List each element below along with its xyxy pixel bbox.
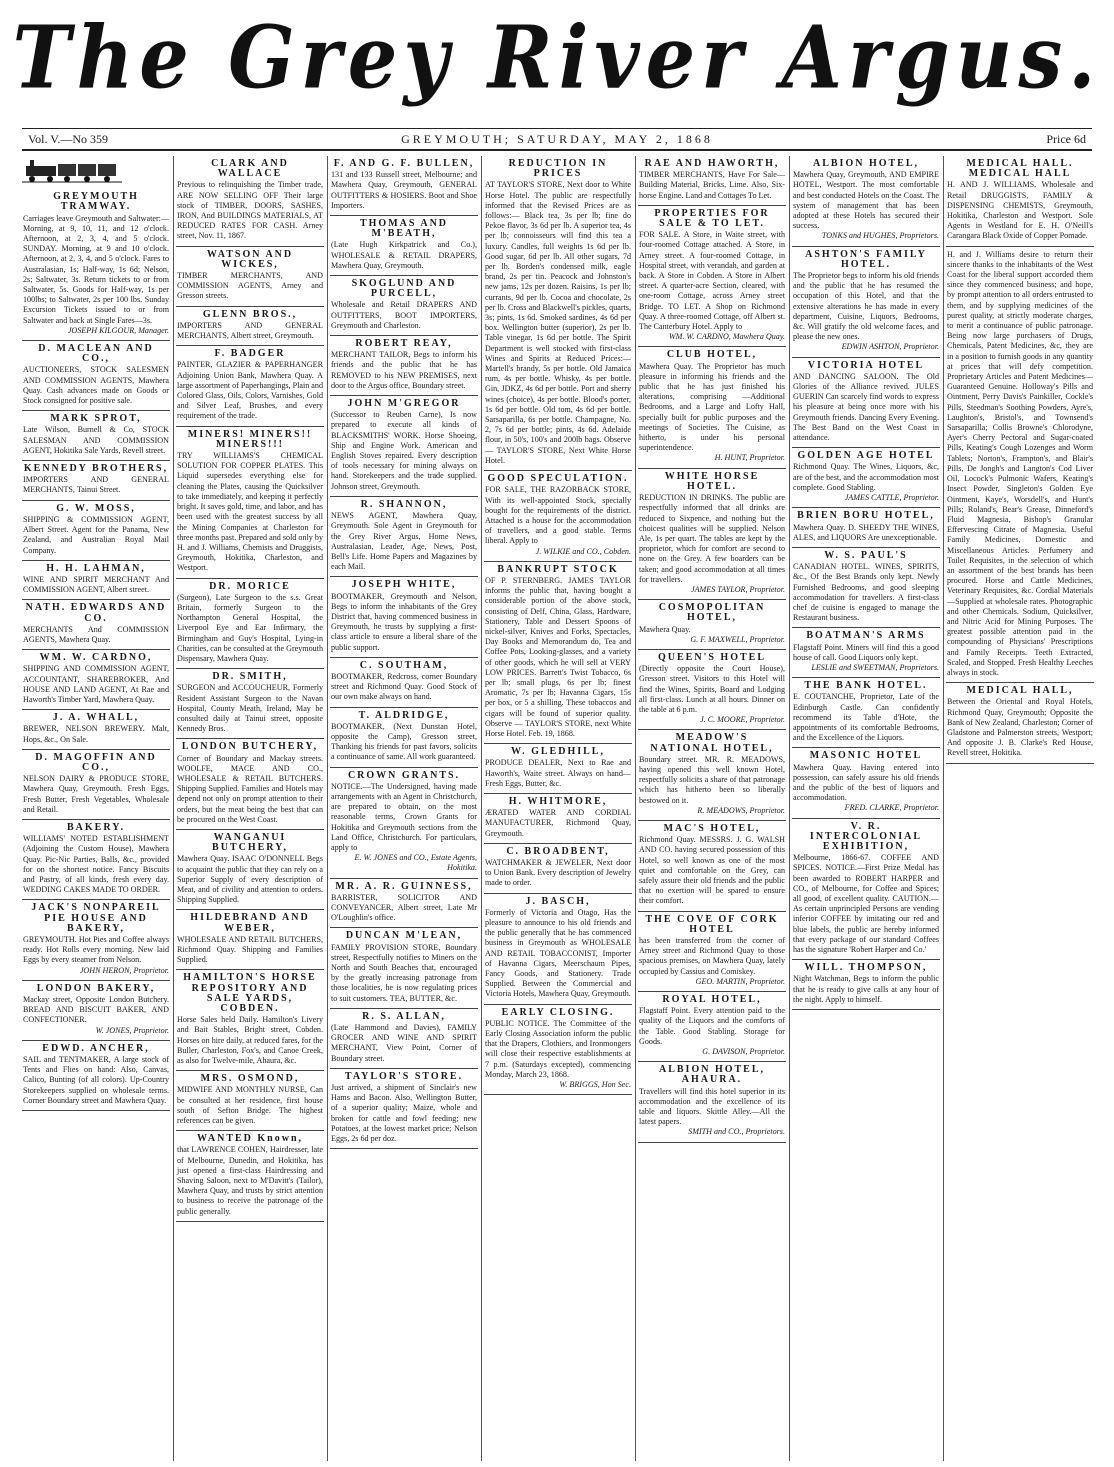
issue-date: GREYMOUTH; SATURDAY, MAY 2, 1868 — [401, 132, 713, 146]
advertisement — [946, 156, 1094, 247]
advertisement-heading: HAMILTON'S HORSE REPOSITORY AND SALE YARDS, COBDEN. — [183, 972, 317, 1015]
advertisement-heading: NATH. EDWARDS AND CO. — [25, 602, 167, 624]
advertisement-signature: JAMES CATTLE, Proprietor. — [844, 493, 939, 503]
advertisement — [638, 992, 786, 1062]
advertisement-body: WATCHMAKER & JEWELER, Next door to Union Bank. Every description of Jewelry made to order. — [485, 858, 631, 888]
advertisement-heading: G. W. MOSS, — [56, 502, 136, 514]
advertisement-body: 131 and 133 Russell street, Melbourne; and Mawhera Quay, Greymouth, GENERAL OUTFITTERS & HOSIERS. Boot and Shoe Importers. — [331, 170, 477, 210]
advertisement-heading: EDWD. ANCHER, — [42, 1042, 150, 1054]
advertisement-heading: CLUB HOTEL, — [666, 349, 758, 361]
advertisement-body: NEWS AGENT, Mawhera Quay, Greymouth. Sole Agent in Greymouth for the Grey River Argus, Home News, Australasian, Leader, Age, News, Post, Bell's Life. Home Papers and Magazines by each Mail. — [331, 511, 477, 572]
advertisement — [792, 628, 940, 678]
advertisement-body: Travellers will find this hotel superior in its accommodation and the excellence of its table and liquors. Skittle Alley.—All the latest papers. — [639, 1086, 785, 1127]
advertisement — [792, 448, 940, 508]
advertisement-heading: ALBION HOTEL, — [812, 158, 920, 169]
advertisement-signature: R. MEADOWS, Proprietor. — [697, 805, 785, 815]
advertisement-body: (Late Hammond and Davies), FAMILY GROCER AND WINE AND SPIRIT MERCHANT, View Point, Corner of Boundary street. — [331, 1023, 477, 1063]
column-6 — [792, 156, 940, 1461]
advertisement — [330, 928, 478, 1008]
advertisement-body: FOR SALE. A Store, in Waite street, with four-roomed Cottage attached. A Store, in Arney street. A four-roomed Cottage, in Hospital street, with verandah, and garden at back. A Store in Cobden. A Store in Albert street. A quarter-acre Section, cleared, with one-room Cottage, across Arney street Bridge. TO LET. A Shop on Richmond Quay. A three-roomed Cottage, off Albert st. The Canterbury Hotel. Apply to — [639, 230, 785, 332]
advertisement — [792, 156, 940, 247]
advertisement-body: Mawhera Quay. The Proprietor has much pleasure in informing his friends and the public that he has just finished his alterations, comprising —Additional Bedrooms, and a Large and Lofty Hall, specially built for public purposes and the meetings of Societies. The Cuisine, as hitherto, is under his personal superintendence. — [639, 361, 785, 453]
advertisement-heading: W. S. PAUL'S — [824, 549, 908, 561]
advertisement-heading: JOSEPH WHITE, — [351, 579, 457, 591]
advertisement-heading: HILDEBRAND AND WEBER, — [190, 912, 310, 934]
advertisement-heading: MEDICAL HALL, — [966, 685, 1074, 697]
advertisement-body: AT TAYLOR'S STORE, Next door to White Horse Hotel. The public are respectfully informed that the Revised Prices are as follows:— Black tea, 3s per lb; fine do Pekoe flavor, 3s 6d per lb. A superior tea, 4s per lb; connoisseurs will find this tea a luxury. Candles, full weights 1s 6d per lb. Good sugar, 6d per lb. All other sugars, 7d per lb. Borden's condensed milk, eagle brand, 2s per tin. Peacock and Johnston's new jams, 12s per dozen. Raisins, 1s per lb; currants, 9d per lb. Cocoa and chocolate, 2s per lb. Cross and Blackwell's pickles, quarts, 3s; pints, 1s 6d. Smoked sardines, 4s 6d per box. Wellington butter (superior), 2s per lb. Table vinegar, 1s 6d per bottle. The Spirit Department is well stocked with first-class Wines and Spirits at Reduced Prices:— Martell's brandy, 5s per bottle. Old Jamaica rum, 4s per bottle. Whisky, 4s per bottle. Gin, JDKZ, 4s 6d per bottle. Port and sherry wines (choice), 4s per bottle. Blood's porter, 1s 6d per bottle. Old tom, 4s 6d per bottle. Sarsaparilla, 6s per bottle. Champagne, No. 2, 7s 6d per bottle; pints, 4s 6d. Adelaide flour, in 50's, 100's and 200lb bags. Observe— TAYLOR'S STORE, Next White Horse Hotel. — [485, 180, 631, 465]
advertisement-body: BOOTMAKER, Greymouth and Nelson, Begs to inform the inhabitants of the Grey District that, having commenced business in Greymouth, he trusts by supplying a first-class article to ensure a liberal share of the public support. — [331, 591, 477, 652]
advertisement — [484, 894, 632, 1005]
advertisement — [946, 247, 1094, 684]
advertisement-signature: G. DAVISON, Proprietor. — [702, 1047, 785, 1057]
advertisement-body: Carriages leave Greymouth and Saltwater:— Morning, at 9, 10, 11, and 12 o'clock. Afternoon, at 2, 3, 4, and 5 o'clock. SUNDAY. Morning, at 9 and 10 o'clock. Afternoon, at 2, 3, 4, and 5 o'clock. Fares to Australasian, 1s; Half-way, 1s 6d; Nelson, 2s; Saltwater, 3s. Return tickets to or from Saltwater, 5s. Goods for Half-way, 1s per 100lbs; to Saltwater, 2s per 100 lbs. Sunday Excursion Tickets issued to or from Saltwater and back at Single Fares—3s. — [23, 213, 169, 325]
advertisement-body: Richmond Quay. The Wines, Liquors, &c, are of the best, and the accommodation most complete. Good Stabling. — [793, 462, 939, 492]
advertisement — [792, 247, 940, 358]
column-rule — [327, 156, 328, 1461]
advertisement-heading: R. S. ALLAN, — [362, 1010, 446, 1022]
advertisement-signature: WM. W. CARDNO, Mawhera Quay. — [668, 332, 785, 342]
advertisement — [330, 216, 478, 276]
column-2 — [176, 156, 324, 1461]
advertisement-signature: JOHN HERON, Proprietor. — [79, 965, 169, 975]
advertisement-body: Wholesale and Retail DRAPERS AND OUTFITTERS, BOOT IMPORTERS, Greymouth and Charleston. — [331, 300, 477, 330]
masthead — [0, 0, 1114, 118]
advertisement-heading: MRS. OSMOND, — [200, 1073, 300, 1085]
advertisement-body: (Directly opposite the Court House), Gresson street. Visitors to this Hotel will find the Wines, Spirits, Board and Lodging all first-class. Lunch at all hours. Dinner on the table at 6 p.m. — [639, 664, 785, 714]
column-rule — [173, 156, 174, 1461]
advertisement-heading: TAYLOR'S STORE. — [344, 1070, 464, 1082]
advertisement-body: Previous to relinquishing the Timber trade, ARE NOW SELLING OFF Their large stock of TIMBER, DOORS, SASHES, IRON, And BUILDINGS MATERIALS, AT REDUCED RATES FOR CASH. Arney street, Nov. 11, 1867. — [177, 180, 323, 241]
advertisement-columns — [22, 156, 1094, 1461]
advertisement — [484, 794, 632, 844]
advertisement-body: Mawhera Quay. ISAAC O'DONNELL Begs to acquaint the public that they can rely on a Superior Supply of every description of Meat, and of civility and attention to orders. Shipping Supplied. — [177, 854, 323, 905]
advertisement-body: GREYMOUTH. Hot Pies and Coffee always ready. Hot Rolls every morning. New laid Eggs by every steamer from Nelson. — [23, 935, 169, 965]
train-illustration — [22, 156, 170, 189]
advertisement-heading: SKOGLUND AND PURCELL, — [351, 278, 457, 300]
advertisement-heading: GLENN BROS., — [202, 308, 298, 320]
advertisement-signature: G. F. MAXWELL, Proprietor. — [690, 634, 785, 644]
advertisement — [792, 960, 940, 1010]
advertisement-heading: VICTORIA HOTEL — [807, 359, 925, 371]
advertisement-body: MERCHANTS And COMMISSION AGENTS, Mawhera Quay. — [23, 624, 169, 644]
advertisement-heading: MAC'S HOTEL, — [663, 822, 761, 834]
advertisement-body: Boundary street. MR. R. MEADOWS, having opened this well known Hotel, respectfully solicits a share of that patronage which has hitherto been so liberally bestowed on it. — [639, 754, 785, 805]
advertisement-heading: H. H. LAHMAN, — [46, 562, 146, 574]
advertisement — [22, 501, 170, 561]
advertisement-signature: W. BRIGGS, Hon Sec. — [559, 1080, 631, 1090]
advertisement — [484, 844, 632, 894]
column-rule — [943, 156, 944, 1461]
advertisement-heading: COSMOPOLITAN HOTEL, — [658, 602, 766, 624]
advertisement-heading: T. ALDRIDGE, — [358, 709, 450, 721]
advertisement-body: Melbourne, 1866-67. COFFEE AND SPICES. NOTICE.—First Prize Medal has been awarded to ROBERT HARPER and CO., of Melbourne, for Coffee and Spices; all good, of excellent quality. CAUTION.—As certain unprincipled Persons are vending inferior COFFEE by imitating our red and blue labels, the public are hereby informed that every package of our standard Coffees has the signature 'Robert Harper and Co.' — [793, 853, 939, 955]
advertisement-heading: RAE AND HAWORTH, — [644, 158, 780, 169]
advertisement — [176, 970, 324, 1071]
advertisement-body: Flagstaff Point. Every attention paid to the quality of the Liquors and the comforts of the Table. Good Stabling. Storage for Goods. — [639, 1006, 785, 1046]
advertisement-body: OF P. STERNBERG. JAMES TAYLOR informs the public that, having bought a considerable portion of the above stock, consisting of Delf, China, Glass, Hardware, Stationery, Table and Dessert Spoons of nickel-silver, Knives and Forks, Spectacles, Day Books and Memorandum do, Tea and Coffee Pots, Looking-glasses, and a variety of other goods, which he will sell at VERY LOW PRICES. Barrett's Twist Tobacco, 6s per lb; small plugs, 6s per lb; finest Aromatic, 7s per lb; Havanna Cigars, 15s per box, or 5 a shilling. These tobaccos and cigars will be found of superior quality. Observe — TAYLOR'S STORE, next White Horse Hotel. Feb. 19, 1868. — [485, 575, 631, 738]
volume-number: Vol. V.—No 359 — [28, 132, 109, 146]
advertisement — [176, 739, 324, 830]
column-rule — [789, 156, 790, 1461]
advertisement-heading: GOOD SPECULATION. — [487, 473, 629, 485]
dateline — [22, 128, 1092, 151]
column-5 — [638, 156, 786, 1461]
advertisement-heading: WILL. THOMPSON, — [804, 962, 928, 974]
advertisement — [638, 600, 786, 650]
advertisement — [176, 346, 324, 426]
advertisement-signature: W. JONES, Proprietor. — [95, 1025, 169, 1035]
advertisement — [330, 658, 478, 708]
advertisement-body: SHIPPING AND COMMISSION AGENT, ACCOUNTANT, SHAREBROKER, And HOUSE AND LAND AGENT, At Rae and Haworth's Timber Yard, Mawhera Quay. — [23, 664, 169, 704]
advertisement — [22, 650, 170, 710]
advertisement-body: Mawhera Quay. Having entered into possession, can safely assure his old friends and the public of the best of liquors and accommodation. — [793, 762, 939, 803]
advertisement — [638, 347, 786, 468]
advertisement-body: MERCHANT TAILOR, Begs to inform his friends and the public that he has REMOVED to his NEW PREMISES, next door to the Argus office, Boundary street. — [331, 350, 477, 390]
advertisement — [176, 830, 324, 910]
advertisement-heading: WATSON AND WICKES, — [206, 248, 294, 270]
advertisement — [22, 189, 170, 341]
advertisement-heading: H. WHITMORE, — [508, 795, 608, 807]
advertisement-body: Just arrived, a shipment of Sinclair's new Hams and Bacon. Also, Wellington Butter, of a superior quality; Maize, whole and broken for cattle and fowl feeding; new Potatoes, at the lowest market price; Nelson Eggs, 2s 6d per doz. — [331, 1083, 477, 1144]
advertisement-heading: MEDICAL HALL. MEDICAL HALL — [966, 158, 1074, 180]
advertisement-body: Night Watchman, Begs to inform the public that he is ready to give calls at any hour of the night. Apply to himself. — [793, 974, 939, 1004]
advertisement — [330, 336, 478, 396]
advertisement — [792, 819, 940, 961]
advertisement-heading: BANKRUPT STOCK — [497, 563, 619, 575]
advertisement-body: NELSON DAIRY & PRODUCE STORE, Mawhera Quay, Greymouth. Fresh Eggs, Fresh Butter, Fresh Vegetables, Wholesale and Retail. — [23, 774, 169, 814]
advertisement-signature: H. HUNT, Proprietor. — [714, 453, 785, 463]
advertisement-body: has been transferred from the corner of Arney street and Richmond Quay to those spacious premises, on Mawhera Quay, lately occupied by Cassius and Comiskey. — [639, 936, 785, 976]
advertisement-heading: QUEEN'S HOTEL — [658, 651, 766, 663]
advertisement — [22, 900, 170, 980]
advertisement-body: Mawhera Quay, Greymouth, AND EMPIRE HOTEL, Westport. The most comfortable and best conducted Hotels on the Coast. The system of management that has been adopted at these Hotels has secured their success. — [793, 170, 939, 231]
advertisement — [792, 678, 940, 748]
advertisement — [176, 669, 324, 739]
advertisement — [792, 508, 940, 548]
advertisement — [638, 821, 786, 912]
advertisement-body: FAMILY PROVISION STORE, Boundary street, Respectfully notifies to Miners on the North and South Beaches that, encouraged by the greatly increasing patronage from those localities, he is now regulating prices to suit customers. TEA, BUTTER, &c. — [331, 942, 477, 1003]
advertisement-body: E. COUTANCHE, Proprietor, Late of the Edinburgh Castle. Can confidently recommend its Table d'Hote, the appointments of its comfortable Bedrooms, and the Excellence of the Liquors. — [793, 692, 939, 743]
advertisement-body: that LAWRENCE COHEN, Hairdresser, late of Melbourne, Dunedin, and Hokitika, has just opened a first-class Hairdressing and Shaving Saloon, next to M'Davitt's (Tailor), Mawhera Quay, and trusts by strict attention to business to receive the patronage of the public generally. — [177, 1145, 323, 1216]
advertisement — [176, 1071, 324, 1131]
advertisement-heading: MARK SPROT, — [50, 413, 142, 425]
advertisement — [638, 912, 786, 992]
advertisement-signature: FRED. CLARKE, Proprietor. — [844, 803, 939, 813]
advertisement-heading: MINERS! MINERS!! MINERS!!! — [187, 428, 313, 450]
advertisement-heading: LONDON BUTCHERY, — [181, 741, 319, 753]
advertisement-signature: E. W. JONES and CO., Estate Agents, Hokitika. — [354, 853, 477, 873]
advertisement-heading: R. SHANNON, — [360, 498, 448, 510]
advertisement-body: (Late Hugh Kirkpatrick and Co.), WHOLESALE & RETAIL DRAPERS, Mawhera Quay, Greymouth. — [331, 240, 477, 270]
advertisement — [22, 600, 170, 650]
advertisement-heading: EARLY CLOSING. — [501, 1006, 615, 1018]
advertisement-body: WILLIAMS' NOTED ESTABLISHMENT (Adjoining the Custom House), Mawhera Quay. Pic-Nic Parties, Balls, &c., provided for on the shortest notice. Fancy Biscuits and Pastry, of all kinds, fresh every day. WEDDING CAKES MADE TO ORDER. — [23, 834, 169, 895]
advertisement-heading: C. SOUTHAM, — [359, 659, 449, 671]
advertisement — [484, 562, 632, 744]
advertisement — [946, 683, 1094, 763]
advertisement — [176, 579, 324, 670]
advertisement-body: WINE AND SPIRIT MERCHANT And COMMISSION AGENT, Albert street. — [23, 574, 169, 595]
advertisement — [330, 879, 478, 929]
advertisement-body: SAIL and TENTMAKER, A large stock of Tents and Flies on hand: Also, Canvas, Calico, Bunting (of all colors). Up-Country Storekeepers supplied on wholesale terms. Corner Boundary street and Mawhera Quay. — [23, 1055, 169, 1105]
advertisement — [22, 1041, 170, 1111]
advertisement-heading: D. MACLEAN AND CO., — [38, 343, 154, 365]
advertisement-signature: TONKS and HUGHES, Proprietors. — [821, 231, 939, 241]
advertisement-body: Mawhera Quay. D. SHEEDY THE WINES, ALES, and LIQUORS Are unexceptionable. — [793, 522, 939, 542]
newspaper-title: The Grey River Argus. — [12, 8, 1102, 109]
advertisement-heading: CLARK AND WALLACE — [211, 158, 289, 180]
advertisement — [22, 411, 170, 461]
advertisement — [330, 708, 478, 768]
advertisement-heading: PROPERTIES FOR SALE & TO LET. — [654, 207, 770, 230]
advertisement-body: BOOTMAKER, (Next Dunstan Hotel, opposite the Camp), Gresson street, Thanking his friends for past favors, solicits a continuance of same. All work guaranteed. — [331, 721, 477, 762]
advertisement-body: Horse Sales held Daily. Hamilton's Livery and Bait Stables, Bright street, Cobden. Horses on hire daily, at reduced fares, for the Buller, Charleston, Fox's, and Canoe Creek, as also for Twelve-mile, Ahaura, &c. — [177, 1015, 323, 1066]
advertisement-body: BREWER, NELSON BREWERY. Malt, Hops, &c., On Sale. — [23, 724, 169, 744]
advertisement-body: SHIPPING & COMMISSION AGENT, Albert Street. Agent for the Panama, New Zealand, and Australian Royal Mail Company. — [23, 514, 169, 555]
advertisement-body: TRY WILLIAMS'S CHEMICAL SOLUTION FOR COPPER PLATES. This Liquid supersedes everything else for cleaning the Plates, causing the Quicksilver to take immediately, and keeping it perfectly bright. It saves gold, time, and labor, and has been used with the greatest success by all the Mining Companies at Charleston for three months past. Prepared and sold only by H. and J. Williams, Chemists and Druggists, Greymouth, Hokitika, Charleston, and Westport. — [177, 451, 323, 573]
advertisement — [330, 577, 478, 657]
advertisement-body: Corner of Boundary and Mackay streets. WOOLFE, MACE AND CO., WHOLESALE & RETAIL BUTCHERS. Shipping Supplied. Families and Hotels may depend not only on prompt attention to their orders, but the meat being the best that can be procured on the West Coast. — [177, 753, 323, 824]
advertisement — [484, 1005, 632, 1096]
advertisement-heading: THOMAS AND M'BEATH, — [359, 218, 449, 240]
advertisement-body: CANADIAN HOTEL. WINES, SPIRITS, &c., Of the Best Brands only kept. Newly Furnished Bedrooms, and good sleeping accommodation for travellers. A first-class chef de cuisine is engaged to manage the Restaurant business. — [793, 562, 939, 623]
advertisement — [484, 744, 632, 794]
advertisement-body: PRODUCE DEALER, Next to Rae and Haworth's, Waite street. Always on hand—Fresh Eggs, Butter, &c. — [485, 758, 631, 788]
advertisement-body: (Successor to Reuben Carne), Is now prepared to execute all kinds of BLACKSMITHS' WORK. Horse Shoeing, Ship and Engine Work. American and English Stoves repaired. Every description of tools necessary for mining always on hand. Storekeepers and the trade supplied. Johnson street, Greymouth. — [331, 410, 477, 491]
advertisement — [792, 748, 940, 818]
advertisement-heading: MASONIC HOTEL — [809, 750, 923, 762]
column-rule — [481, 156, 482, 1461]
advertisement-body: Mawhera Quay. — [639, 624, 691, 634]
advertisement-heading: THE BANK HOTEL. — [804, 680, 928, 692]
advertisement-signature: J. WILKIE and CO., Cobden. — [535, 546, 631, 556]
advertisement-body: Between the Oriental and Royal Hotels, Richmond Quay, Greymouth; Opposite the Bank of New Zealand, Charleston; Corner of Gladstone and Palmerston streets, Westport; And opposite J. B. Clarke's Red House, Revell street, Hokitika. — [947, 697, 1093, 758]
advertisement-body: The Proprietor begs to inform his old friends and the public that he has resumed the occupation of this Hotel, and that the extensive alterations he has made in every department, Cuisine, Liquors, Bedrooms, &c. Will gratify the old welcome faces, and please the new ones. — [793, 271, 939, 342]
advertisement-body: NOTICE.—The Undersigned, having made arrangements with an Agent in Christchurch, are prepared to obtain, on the most reasonable terms, Crown Grants for Hokitika and Greymouth sections from the Land Office, Christchurch. For particulars, apply to — [331, 781, 477, 852]
advertisement-heading: D. MAGOFFIN AND CO., — [35, 751, 157, 773]
advertisement-signature: EDWIN ASHTON, Proprietor. — [841, 342, 939, 352]
advertisement-heading: V. R. INTERCOLONIAL EXHIBITION, — [809, 820, 923, 852]
advertisement-heading: CROWN GRANTS. — [347, 769, 461, 781]
advertisement — [330, 156, 478, 216]
advertisement — [638, 1062, 786, 1142]
advertisement — [176, 427, 324, 579]
column-1 — [22, 156, 170, 1461]
advertisement-signature: SMITH and CO., Proprietors. — [688, 1127, 785, 1137]
advertisement-body: TIMBER MERCHANTS, Have For Sale— Building Material, Bricks, Lime. Also, Six-horse Engine. Land and Cottages To Let. — [639, 170, 785, 200]
advertisement — [22, 461, 170, 501]
advertisement — [22, 820, 170, 900]
advertisement-body: (Surgeon), Late Surgeon to the s.s. Great Britain, formerly Surgeon to the Northampton General Hospital, the Liverpool Eye and Ear Infirmary, the Birmingham and Guy's Hospital, Lying-in Charities, can be consulted at the Greymouth Dispensary, Mawhera Quay. — [177, 592, 323, 663]
advertisement — [330, 276, 478, 336]
advertisement — [176, 910, 324, 970]
advertisement — [330, 396, 478, 497]
advertisement-heading: MEADOW'S NATIONAL HOTEL, — [650, 732, 774, 754]
advertisement — [176, 307, 324, 347]
advertisement-heading: ROYAL HOTEL, — [662, 994, 762, 1006]
advertisement-body: H. AND J. WILLIAMS, Wholesale and Retail DRUGGISTS, FAMILY & DISPENSING CHEMISTS, Greymouth, Hokitika, Charleston and Westport. Sole Agents in Westland for E. H. O'Neill's Carangara Black Oxide of Copper Pomade. — [947, 180, 1093, 241]
advertisement-heading: WM. W. CARDNO, — [39, 652, 153, 664]
advertisement-heading: GREYMOUTH TRAMWAY. — [53, 191, 139, 213]
advertisement — [638, 469, 786, 600]
advertisement-body: IMPORTERS AND GENERAL MERCHANTS, Tainui Street. — [23, 475, 169, 495]
advertisement-heading: JOHN M'GREGOR — [347, 398, 461, 410]
advertisement — [638, 206, 786, 348]
advertisement — [638, 730, 786, 821]
advertisement-heading: ROBERT REAY, — [355, 338, 453, 350]
advertisement-heading: W. GLEDHILL, — [511, 746, 605, 758]
advertisement-heading: LONDON BAKERY, — [36, 982, 156, 994]
advertisement-heading: JACK'S NONPAREIL PIE HOUSE AND BAKERY, — [31, 902, 161, 934]
advertisement-heading: MR. A. R. GUINNESS, — [335, 880, 473, 892]
advertisement-heading: THE COVE OF CORK HOTEL — [645, 913, 779, 935]
advertisement — [22, 981, 170, 1041]
advertisement-body: PAINTER, GLAZIER & PAPERHANGER Adjoining Union Bank, Mawhera Quay. A large assortment of Paperhangings, Plain and Colored Glass, Oils, Colors, Varnishes, Gold and Silver Leaf, Brushes, and every requirement of the trade. — [177, 360, 323, 421]
advertisement — [330, 1009, 478, 1069]
advertisement-signature: GEO. MARTIN, Proprietor. — [695, 976, 785, 986]
advertisement-heading: GOLDEN AGE HOTEL — [797, 450, 935, 462]
advertisement-body: AND DANCING SALOON. The Old Glories of the Alliance revived. JULES GUERIN Can scarcely find words to express his pleasure at being once more with his Greymouth friends. Dancing Every Evening. The Best Band on the West Coast in attendance. — [793, 371, 939, 443]
advertisement — [792, 358, 940, 449]
advertisement-heading: BOATMAN'S ARMS — [806, 630, 926, 642]
advertisement — [638, 156, 786, 206]
advertisement-heading: KENNEDY BROTHERS, — [23, 463, 169, 475]
advertisement — [484, 471, 632, 562]
advertisement — [22, 750, 170, 820]
advertisement-body: IMPORTERS AND GENERAL MERCHANTS, Albert street, Greymouth. — [177, 320, 323, 341]
advertisement-body: TIMBER MERCHANTS, AND COMMISSION AGENTS, Arney and Gresson streets. — [177, 271, 323, 301]
advertisement — [176, 247, 324, 307]
advertisement — [330, 497, 478, 577]
advertisement-heading: DR. MORICE — [209, 580, 291, 592]
advertisement-body: H. and J. Williams desire to return their sincere thanks to the inhabitants of the West Coast for the liberal support accorded them since they commenced business; and hope, by prompt attention to all orders entrusted to them, and by supplying medicines of the purest quality, at strictly moderate charges, to merit a continuance of public patronage. Being now large purchasers of Drugs, Chemicals, Patent Medicines, &c, they are in a position to furnish goods in any quantity at prices that will defy competition. Proprietary Articles and Patent Medicines—Guaranteed Genuine. Holloway's Pills and Ointment, Perry Davis's Painkiller, Cockle's Pills, Steedman's Soothing Powders, Ayre's, Laughton's, Bristol's, and Townsend's Sarsaparilla; Collis Browne's Chlorodyne, Ayer's Cherry Pectoral and Sugar-coated Pills, Keating's Cough Lozenges and Worm Tablets; Norton's, Frampton's, and Blair's Pills, De Jongh's and Langton's Cod Liver Oil, Locock's Pulmonic Wafers, Keating's Insect Powder, Singleton's Golden Eye Ointment, Kaye's, Worsdell's, and Hunt's Pills; Roland's, Bear's Grease, Dinneford's Fluid Magnesia, Bishop's Granular Effervescing Citrate of Magnesia. Useful Family Medicines, Domestic and Miscellaneous Articles. Perfumery and Toilet Requisites, in the selection of which an assortment of the best brands has been procured. Horse and Cattle Medicines, Veterinary Requisites, &c. Cordial Materials—Supplied at wholesale rates. Photographic and other Chemicals. Sodium, Quicksilver, and Nitric Acid for Mining Purposes. The greatest possible attention paid in the compounding of Physicians' Prescriptions and Family Receipts. Teeth Extracted, Scaled, and Stopped. Fresh Healthy Leeches always in stock. — [947, 249, 1093, 677]
column-3 — [330, 156, 478, 1461]
advertisement-heading: C. BROADBENT, — [506, 845, 610, 857]
advertisement-body: AUCTIONEERS, STOCK SALESMEN AND COMMISSION AGENTS, Mawhera Quay. Cash advances made on Goods or Stock consigned for positive sale. — [23, 365, 169, 406]
advertisement-body: MIDWIFE AND MONTHLY NURSE, Can be consulted at her residence, first house south of Sefton Bridge. The highest references can be given. — [177, 1085, 323, 1126]
advertisement-body: PUBLIC NOTICE. The Committee of the Early Closing Association inform the public that the Drapers, Clothiers, and Ironmongers will close their respective establishments at 7 p.m. (Saturdays excepted), commencing Monday, March 23, 1868. — [485, 1018, 631, 1079]
advertisement-heading: WANTED Known, — [196, 1133, 304, 1145]
advertisement-heading: REDUCTION IN PRICES — [508, 158, 608, 180]
advertisement-body: BOOTMAKER, Redcross, corner Boundary street and Richmond Quay. Good Stock of our own make always on hand. — [331, 671, 477, 702]
advertisement-signature: JAMES TAYLOR, Proprietor. — [691, 584, 785, 594]
advertisement-heading: F. AND G. F. BULLEN, — [333, 158, 475, 169]
advertisement-body: ÆRATED WATER AND CORDIAL MANUFACTURER, Richmond Quay, Greymouth. — [485, 808, 631, 838]
advertisement-heading: BRIEN BORU HOTEL, — [797, 510, 935, 522]
advertisement-heading: J. BASCH, — [525, 895, 591, 907]
advertisement-heading: DUNCAN M'LEAN, — [345, 930, 463, 942]
advertisement-signature: JOSEPH KILGOUR, Manager. — [67, 325, 169, 335]
column-rule — [635, 156, 636, 1461]
advertisement-body: REDUCTION IN DRINKS. The public are respectfully informed that all drinks are reduced to Sixpence, and nothing but the choicest qualities will be supplied. Nelson Ale, 1s per quart. The tables are kept by the proprietor, which for comfort are second to none on the Grey. A few boarders can be taken; and good accommodation at all times for travellers. — [639, 493, 785, 584]
advertisement-heading: ASHTON'S FAMILY HOTEL. — [805, 248, 927, 270]
advertisement-body: Mackay street, Opposite London Butchery. BREAD AND BISCUIT BAKER, AND CONFECTIONER. — [23, 995, 169, 1025]
advertisement-heading: WANGANUI BUTCHERY, — [212, 831, 288, 854]
advertisement-body: Formerly of Victoria and Otago, Has the pleasure to announce to his old friends and the public generally that he has commenced business in Greymouth as WHOLESALE AND RETAIL TOBACCONIST, Importer of Havanna Cigars, Meerschaum Pipes, Fancy Goods, and Stationery. Trade Supplied. Between the Commercial and Victoria Hotels, Mawhera Quay, Greymouth. — [485, 907, 631, 999]
advertisement — [638, 650, 786, 730]
advertisement — [792, 548, 940, 628]
advertisement — [22, 341, 170, 411]
column-4 — [484, 156, 632, 1461]
advertisement-body: Richmond Quay. MESSRS. J. G. WALSH AND CO. having secured possession of this Hotel, so well known as one of the most quiet and comfortable on the Grey, can safely assure their old friends and the public that no exertion will be spared to ensure their comfort. — [639, 835, 785, 906]
advertisement-heading: BAKERY. — [66, 821, 125, 833]
advertisement — [176, 1131, 324, 1222]
advertisement — [22, 561, 170, 601]
advertisement-body: Flagstaff Point. Miners will find this a good house of call. Good Liquors only kept. — [793, 642, 939, 662]
advertisement-heading: J. A. WHALL, — [52, 712, 140, 724]
advertisement — [484, 156, 632, 471]
advertisement-heading: ALBION HOTEL, AHAURA. — [658, 1064, 766, 1086]
advertisement — [176, 156, 324, 247]
advertisement — [330, 768, 478, 879]
advertisement-body: Late Wilson, Burnell & Co, STOCK SALESMAN AND COMMISSION AGENT, Hokitika Sale Yards, Revell street. — [23, 425, 169, 455]
advertisement-body: SURGEON and ACCOUCHEUR, Formerly Resident Assistant Surgeon to the Navan Hospital, County Meath, Ireland, May be consulted daily at Tainui street, opposite Kennedy Bros. — [177, 683, 323, 734]
advertisement-body: FOR SALE, THE RAZORBACK STORE, With its well-appointed Stock, specially bought for the requirements of the district. Attached is a house for the accommodation of travellers, and a good stable. Terms liberal. Apply to — [485, 485, 631, 546]
advertisement-signature: LESLIE and SWEETMAN, Proprietors. — [811, 662, 939, 672]
advertisement — [330, 1069, 478, 1149]
advertisement-heading: WHITE HORSE HOTEL. — [664, 470, 760, 492]
price: Price 6d — [1046, 132, 1086, 146]
advertisement-heading: F. BADGER — [214, 348, 286, 360]
column-7 — [946, 156, 1094, 1461]
advertisement — [22, 710, 170, 750]
advertisement-body: BARRISTER, SOLICITOR AND CONVEYANCER, Albert street, Late Mr O'Loughlin's office. — [331, 892, 477, 923]
advertisement-signature: J. C. MOORE, Proprietor. — [700, 715, 785, 725]
advertisement-body: WHOLESALE AND RETAIL BUTCHERS, Richmond Quay. Shipping and Families Supplied. — [177, 934, 323, 965]
advertisement-heading: DR. SMITH, — [212, 671, 288, 683]
